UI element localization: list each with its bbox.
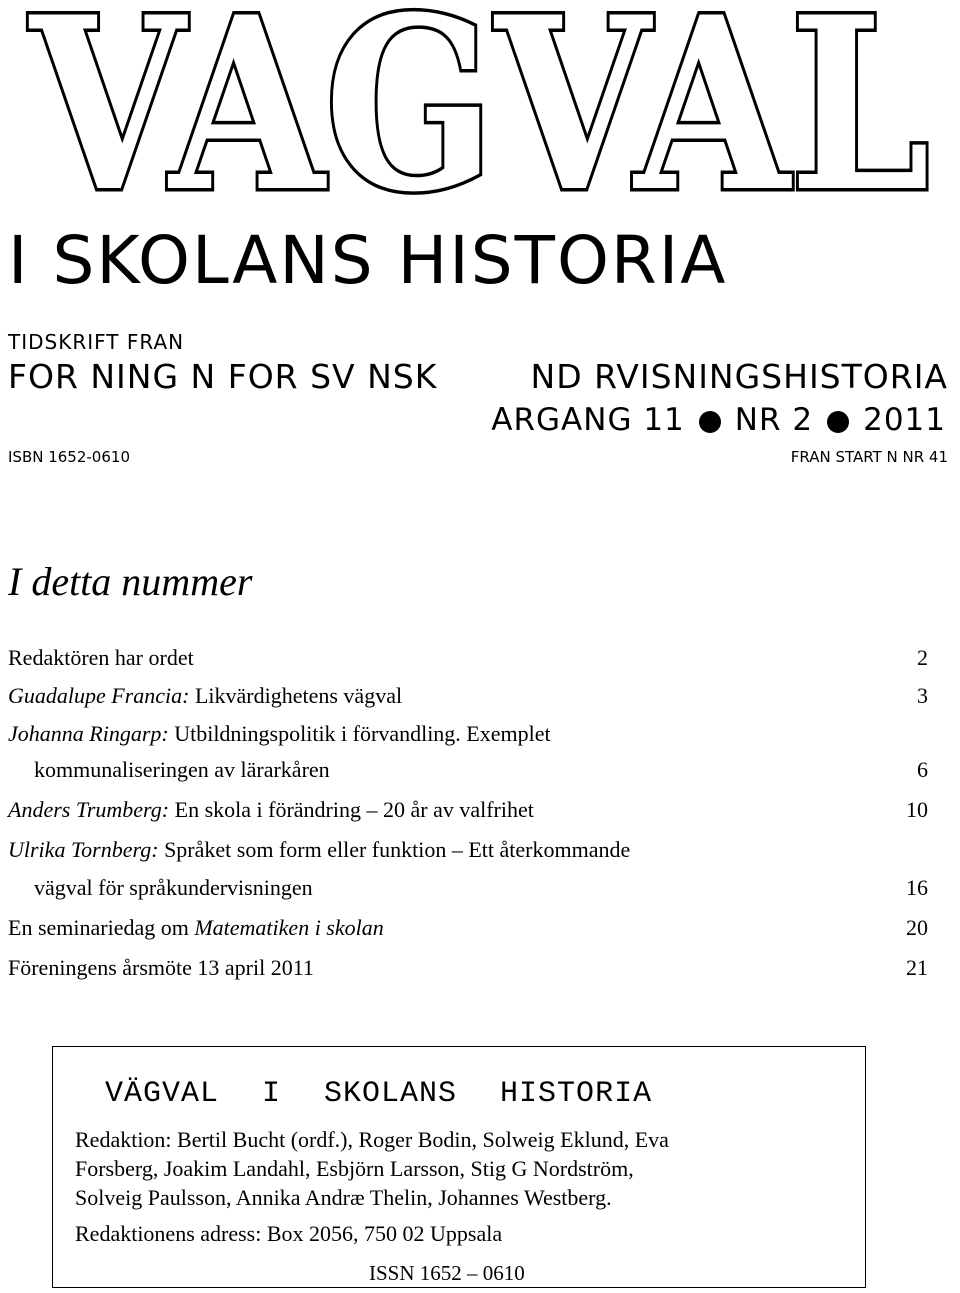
journal-subtitle: I SKOLANS HISTORIA xyxy=(8,222,728,299)
toc-entry xyxy=(8,797,928,823)
editors-line: Forsberg, Joakim Landahl, Esbjörn Larsson, Stig G Nordström, xyxy=(75,1156,634,1181)
toc-title: Likvärdighetens vägval xyxy=(194,683,403,708)
toc-page: 2 xyxy=(917,645,928,670)
toc-author: Anders Trumberg: xyxy=(8,797,170,822)
editors-line: Redaktion: Bertil Bucht (ordf.), Roger Bodin, Solweig Eklund, Eva xyxy=(75,1127,669,1152)
toc-page: 10 xyxy=(906,797,928,822)
toc-title: Utbildningspolitik i förvandling. Exemplet xyxy=(174,721,551,746)
editorial-staff xyxy=(75,1125,835,1212)
toc-author: Johanna Ringarp: xyxy=(8,721,169,746)
masthead xyxy=(0,0,960,210)
toc-entry xyxy=(8,645,928,671)
table-of-contents xyxy=(8,645,928,981)
toc-page: 20 xyxy=(906,915,928,940)
toc-entry xyxy=(8,915,928,941)
toc-entry xyxy=(8,955,928,981)
toc-page: 3 xyxy=(917,683,928,708)
editorial-address: Redaktionens adress: Box 2056, 750 02 Uppsala xyxy=(75,1221,503,1246)
issn: ISSN 1652 – 0610 xyxy=(369,1261,525,1285)
issue-year: 2011 xyxy=(863,402,946,438)
toc-title-italic: Matematiken i skolan xyxy=(194,915,384,940)
editorial-title: VÄGVAL I SKOLANS HISTORIA xyxy=(105,1077,653,1111)
toc-title: Föreningens årsmöte 13 april 2011 xyxy=(8,955,314,980)
toc-title: Språket som form eller funktion – Ett återkommande xyxy=(164,837,631,862)
masthead-title-graphic xyxy=(0,0,960,210)
isbn: ISBN 1652-0610 xyxy=(8,448,130,466)
toc-entry xyxy=(8,721,928,783)
tagline-line2-left: FOR NING N FOR SV NSK xyxy=(8,357,438,396)
toc-page: 16 xyxy=(906,875,928,900)
toc-title: En seminariedag om xyxy=(8,915,189,940)
bullet-icon xyxy=(827,411,849,433)
toc-title: Redaktören har ordet xyxy=(8,645,194,670)
toc-title-continued: vägval för språkundervisningen xyxy=(34,875,313,900)
volume-label: ARGANG 11 xyxy=(491,402,685,438)
issue-count: FRAN START N NR 41 xyxy=(790,448,948,466)
issue-number: NR 2 xyxy=(734,402,814,438)
toc-title: En skola i förändring – 20 år av valfrihet xyxy=(174,797,534,822)
toc-page: 21 xyxy=(906,955,928,980)
contents-heading: I detta nummer xyxy=(8,559,253,604)
toc-author: Guadalupe Francia: xyxy=(8,683,190,708)
tagline-line2-right: ND RVISNINGSHISTORIA xyxy=(530,357,948,396)
bullet-icon xyxy=(699,411,721,433)
toc-title-continued: kommunaliseringen av lärarkåren xyxy=(34,757,330,782)
issue-info xyxy=(491,402,946,438)
toc-page: 6 xyxy=(917,757,928,782)
toc-entry xyxy=(8,837,928,901)
journal-title: VAGVAL xyxy=(28,0,930,210)
toc-entry xyxy=(8,683,928,709)
editorial-box xyxy=(52,1046,866,1288)
editors-line: Solveig Paulsson, Annika Andræ Thelin, Johannes Westberg. xyxy=(75,1185,612,1210)
toc-author: Ulrika Tornberg: xyxy=(8,837,159,862)
tagline-line1: TIDSKRIFT FRAN xyxy=(8,330,185,354)
